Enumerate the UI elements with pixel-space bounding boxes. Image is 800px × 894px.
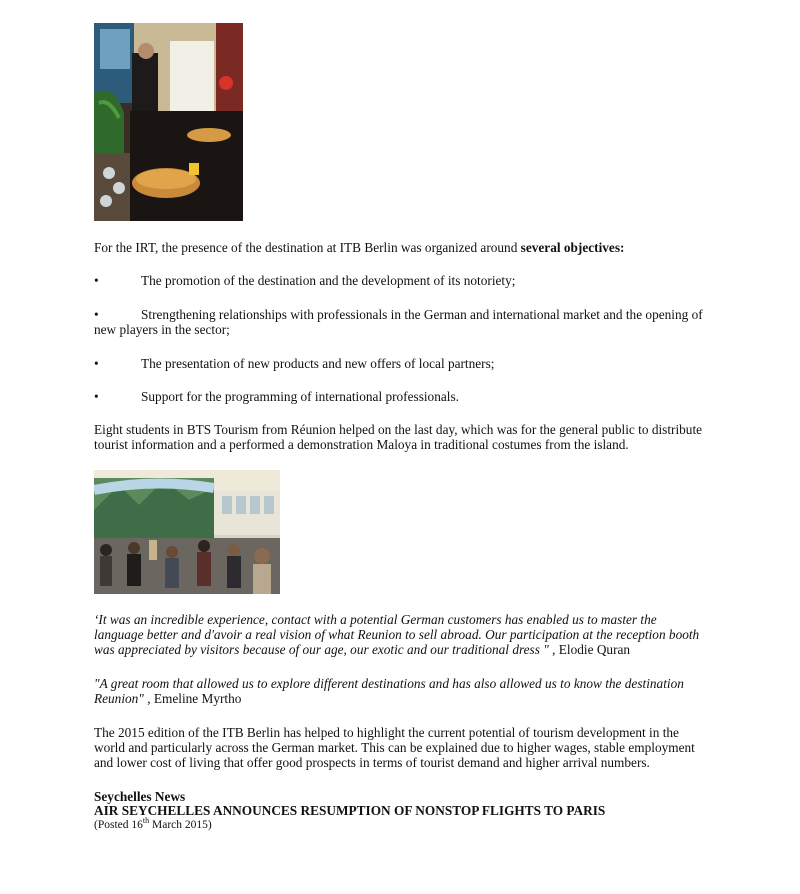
posted-sup: th xyxy=(142,816,150,826)
intro-paragraph xyxy=(94,240,704,255)
posted-prefix: (Posted 16 xyxy=(94,819,143,831)
bullet-symbol: • xyxy=(94,356,99,371)
quote-text: "A great room that allowed us to explore different destinations and has also allowed us to know the destination Reunion" xyxy=(94,676,684,706)
news-section-title: Seychelles News xyxy=(94,789,186,804)
bullet-symbol: • xyxy=(94,273,99,288)
photo-chef-food-stand xyxy=(94,23,243,221)
quote-emeline xyxy=(94,676,704,706)
students-paragraph: Eight students in BTS Tourism from Réunion helped on the last day, which was for the general public to distribute tourist information and a performed a demonstration Maloya in traditional costumes from the island. xyxy=(94,422,703,452)
intro-lead: For the IRT, the presence of the destination at ITB Berlin was organized around xyxy=(94,240,521,255)
news-headline: AIR SEYCHELLES ANNOUNCES RESUMPTION OF NONSTOP FLIGHTS TO PARIS xyxy=(94,803,606,818)
quote-author: , Emeline Myrtho xyxy=(143,691,242,706)
bullet-item xyxy=(94,356,704,371)
photo-exhibition-hall xyxy=(94,470,280,594)
intro-lead-bold: several objectives: xyxy=(520,240,625,255)
bullet-text: Support for the programming of international professionals. xyxy=(141,389,459,404)
bullet-item xyxy=(94,307,704,337)
posted-suffix: March 2015) xyxy=(149,819,212,831)
bullet-text: The presentation of new products and new offers of local partners; xyxy=(141,356,495,371)
quote-author: , Elodie Quran xyxy=(548,642,631,657)
closing-paragraph: The 2015 edition of the ITB Berlin has helped to highlight the current potential of tourism development in the world and particularly across the German market. This can be explained due to higher wages, stable employment and lower cost of living that offer good prospects in terms of tourist demand and higher arrival numbers. xyxy=(94,725,695,770)
bullet-symbol: • xyxy=(94,307,99,322)
quote-elodie xyxy=(94,612,704,657)
bullet-symbol: • xyxy=(94,389,99,404)
bullet-item xyxy=(94,273,704,288)
bullet-item xyxy=(94,389,704,404)
bullet-text: The promotion of the destination and the development of its notoriety; xyxy=(141,273,516,288)
bullet-text: Strengthening relationships with professionals in the German and international market and the opening of new players in the sector; xyxy=(94,307,703,337)
quote-text: ‘It was an incredible experience, contact with a potential German customers has enabled us to master the language better and d'avoir a real vision of what Reunion to sell abroad. Our participation at the reception booth was appreciated by visitors because of our age, our exotic and our traditional dress " xyxy=(94,612,700,657)
news-posted-date xyxy=(94,818,704,833)
